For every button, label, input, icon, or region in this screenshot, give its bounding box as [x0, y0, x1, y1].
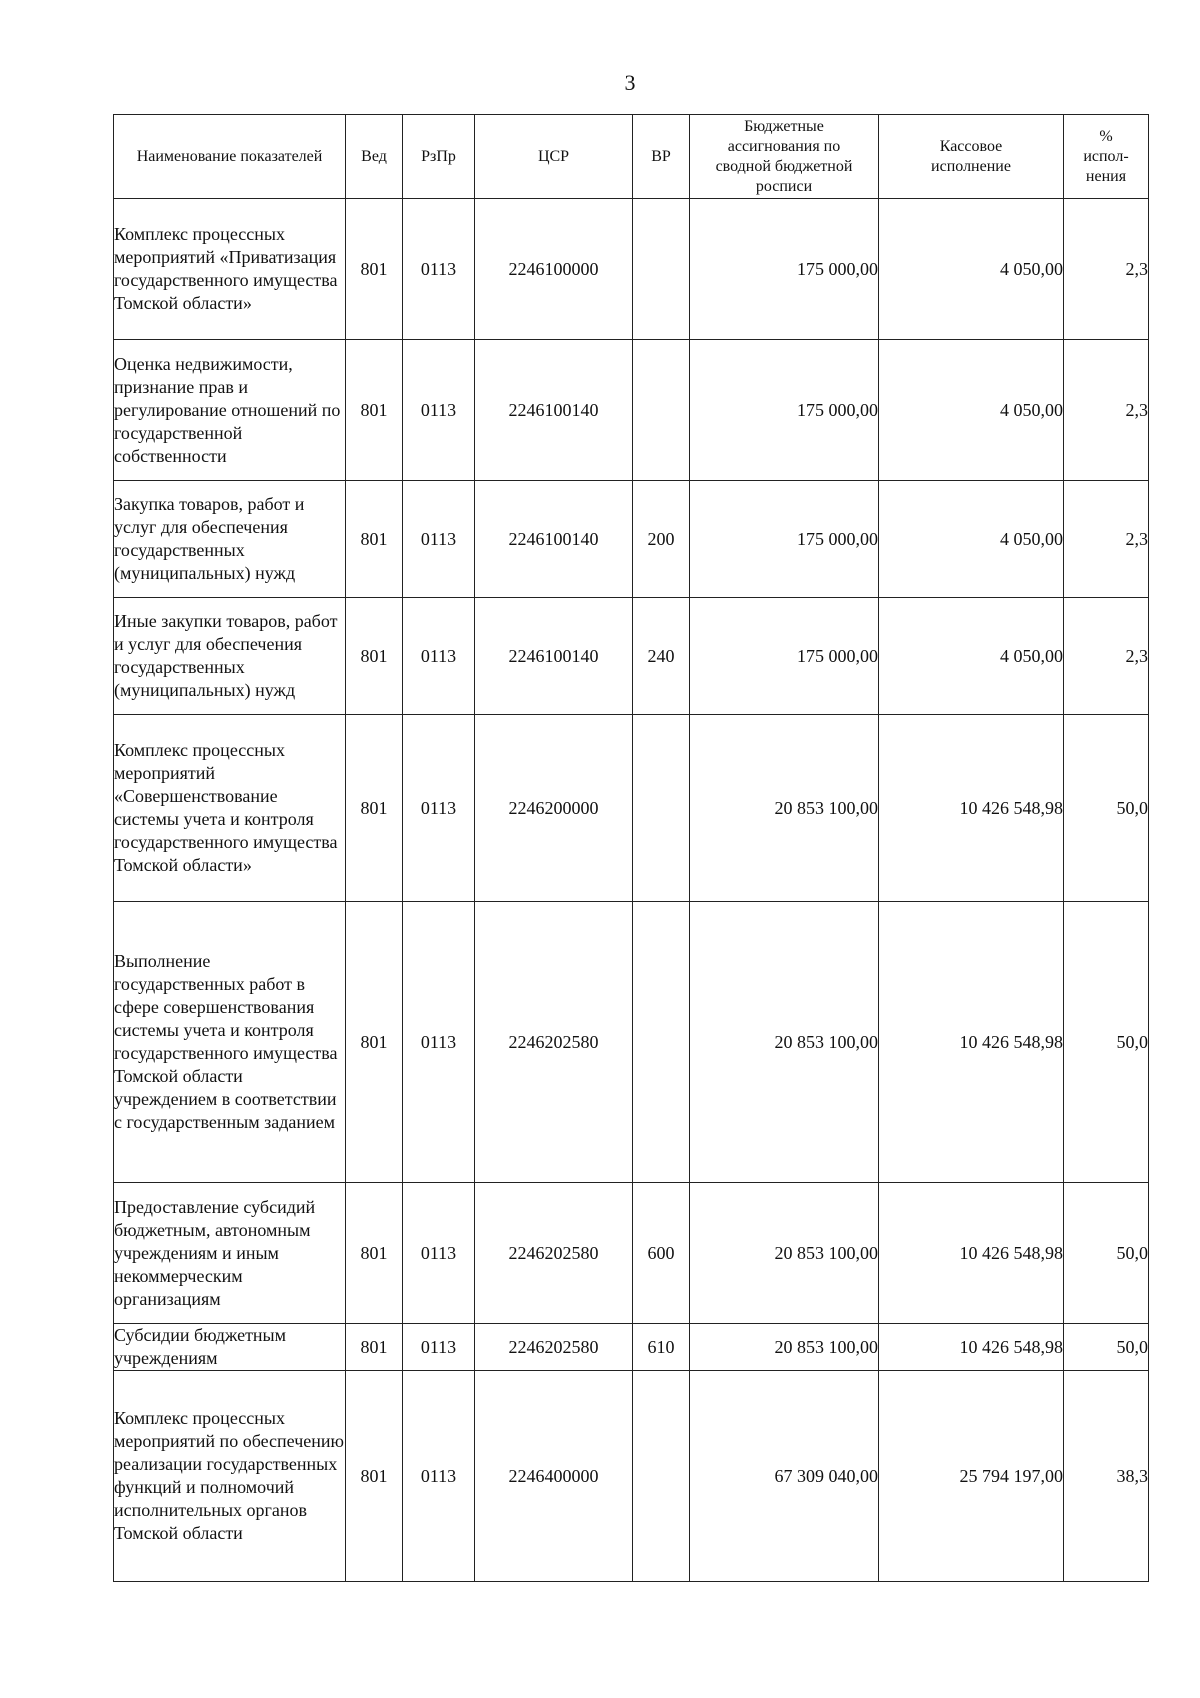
row-vr — [633, 715, 690, 902]
table-row — [114, 199, 1149, 340]
table-row — [114, 902, 1149, 1183]
row-percent: 50,0 — [1064, 902, 1149, 1183]
row-cash: 10 426 548,98 — [879, 715, 1064, 902]
table-row — [114, 1324, 1149, 1371]
row-rzpr: 0113 — [403, 1324, 475, 1371]
row-vr: 240 — [633, 598, 690, 715]
header-rzpr: РзПр — [403, 115, 475, 199]
header-budget-allocations: Бюджетные ассигнования по сводной бюджетной росписи — [690, 115, 879, 199]
row-csr: 2246200000 — [475, 715, 633, 902]
table-header-row — [114, 115, 1149, 199]
header-percent-execution: % испол-нения — [1064, 115, 1149, 199]
row-cash: 4 050,00 — [879, 199, 1064, 340]
row-name: Комплекс процессных мероприятий «Приватизация государственного имущества Томской области» — [114, 199, 346, 340]
row-percent: 50,0 — [1064, 1324, 1149, 1371]
row-vr — [633, 1371, 690, 1582]
row-ved: 801 — [346, 902, 403, 1183]
row-percent: 38,3 — [1064, 1371, 1149, 1582]
row-percent: 2,3 — [1064, 340, 1149, 481]
row-name: Оценка недвижимости, признание прав и регулирование отношений по государственной собственности — [114, 340, 346, 481]
table-row — [114, 481, 1149, 598]
row-vr — [633, 902, 690, 1183]
row-budget: 175 000,00 — [690, 481, 879, 598]
row-csr: 2246100140 — [475, 340, 633, 481]
row-ved: 801 — [346, 199, 403, 340]
row-rzpr: 0113 — [403, 902, 475, 1183]
row-rzpr: 0113 — [403, 598, 475, 715]
row-csr: 2246100140 — [475, 481, 633, 598]
row-budget: 67 309 040,00 — [690, 1371, 879, 1582]
row-ved: 801 — [346, 1371, 403, 1582]
page-number: 3 — [624, 70, 636, 95]
row-vr: 610 — [633, 1324, 690, 1371]
row-rzpr: 0113 — [403, 481, 475, 598]
row-name: Субсидии бюджетным учреждениям — [114, 1324, 346, 1371]
table-row — [114, 1371, 1149, 1582]
row-vr: 600 — [633, 1183, 690, 1324]
row-percent: 2,3 — [1064, 199, 1149, 340]
header-name: Наименование показателей — [114, 115, 346, 199]
row-name: Выполнение государственных работ в сфере совершенствования системы учета и контроля государственного имущества Томской области учреждением в соответствии с государственным заданием — [114, 902, 346, 1183]
row-name: Предоставление субсидий бюджетным, автономным учреждениям и иным некоммерческим организациям — [114, 1183, 346, 1324]
row-csr: 2246202580 — [475, 1183, 633, 1324]
row-cash: 10 426 548,98 — [879, 902, 1064, 1183]
row-cash: 4 050,00 — [879, 598, 1064, 715]
row-cash: 25 794 197,00 — [879, 1371, 1064, 1582]
header-vr: ВР — [633, 115, 690, 199]
row-budget: 20 853 100,00 — [690, 1183, 879, 1324]
row-budget: 20 853 100,00 — [690, 1324, 879, 1371]
budget-execution-table — [113, 114, 1149, 1582]
row-percent: 50,0 — [1064, 1183, 1149, 1324]
row-ved: 801 — [346, 481, 403, 598]
row-budget: 20 853 100,00 — [690, 902, 879, 1183]
header-ved: Вед — [346, 115, 403, 199]
row-ved: 801 — [346, 598, 403, 715]
table-row — [114, 598, 1149, 715]
header-cash-execution: Кассовое исполнение — [879, 115, 1064, 199]
row-csr: 2246202580 — [475, 902, 633, 1183]
table-row — [114, 1183, 1149, 1324]
row-csr: 2246100000 — [475, 199, 633, 340]
row-ved: 801 — [346, 1183, 403, 1324]
row-budget: 20 853 100,00 — [690, 715, 879, 902]
row-ved: 801 — [346, 1324, 403, 1371]
row-vr — [633, 340, 690, 481]
table-row — [114, 340, 1149, 481]
row-name: Закупка товаров, работ и услуг для обеспечения государственных (муниципальных) нужд — [114, 481, 346, 598]
row-budget: 175 000,00 — [690, 598, 879, 715]
row-percent: 2,3 — [1064, 481, 1149, 598]
table-row — [114, 715, 1149, 902]
row-budget: 175 000,00 — [690, 340, 879, 481]
row-name: Комплекс процессных мероприятий по обеспечению реализации государственных функций и полномочий исполнительных органов Томской области — [114, 1371, 346, 1582]
row-percent: 50,0 — [1064, 715, 1149, 902]
row-ved: 801 — [346, 715, 403, 902]
row-cash: 4 050,00 — [879, 481, 1064, 598]
header-csr: ЦСР — [475, 115, 633, 199]
row-name: Комплекс процессных мероприятий «Совершенствование системы учета и контроля государственного имущества Томской области» — [114, 715, 346, 902]
row-csr: 2246400000 — [475, 1371, 633, 1582]
row-csr: 2246202580 — [475, 1324, 633, 1371]
row-rzpr: 0113 — [403, 340, 475, 481]
row-budget: 175 000,00 — [690, 199, 879, 340]
row-cash: 10 426 548,98 — [879, 1183, 1064, 1324]
row-ved: 801 — [346, 340, 403, 481]
row-cash: 4 050,00 — [879, 340, 1064, 481]
row-rzpr: 0113 — [403, 715, 475, 902]
row-cash: 10 426 548,98 — [879, 1324, 1064, 1371]
row-vr: 200 — [633, 481, 690, 598]
row-rzpr: 0113 — [403, 1371, 475, 1582]
row-name: Иные закупки товаров, работ и услуг для обеспечения государственных (муниципальных) нужд — [114, 598, 346, 715]
row-percent: 2,3 — [1064, 598, 1149, 715]
row-rzpr: 0113 — [403, 1183, 475, 1324]
row-rzpr: 0113 — [403, 199, 475, 340]
row-csr: 2246100140 — [475, 598, 633, 715]
row-vr — [633, 199, 690, 340]
